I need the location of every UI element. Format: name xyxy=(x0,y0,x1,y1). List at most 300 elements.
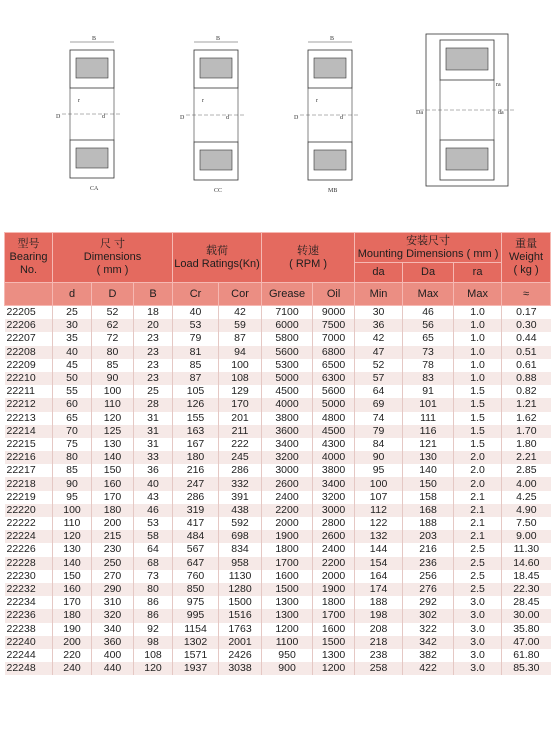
table-cell: 52 xyxy=(92,306,134,320)
table-cell: 1302 xyxy=(173,636,219,649)
table-cell: 1937 xyxy=(173,662,219,675)
dim-ra-label: ra xyxy=(496,82,501,88)
header-subcolumn: Cor xyxy=(219,283,262,306)
table-cell: 62 xyxy=(92,319,134,332)
table-row xyxy=(5,596,551,609)
table-cell: 3400 xyxy=(313,477,355,490)
header-subcolumn: Max xyxy=(454,283,502,306)
table-cell: 64 xyxy=(355,385,403,398)
bearing-number-cell: 22205 xyxy=(5,306,53,320)
table-cell: 61.80 xyxy=(502,649,551,662)
table-row xyxy=(5,517,551,530)
table-row xyxy=(5,491,551,504)
table-cell: 28 xyxy=(134,398,173,411)
table-cell: 18 xyxy=(134,306,173,320)
table-cell: 108 xyxy=(219,372,262,385)
table-cell: 3.0 xyxy=(454,636,502,649)
table-row xyxy=(5,464,551,477)
dim-b-label: B xyxy=(216,36,221,42)
table-cell: 80 xyxy=(92,346,134,359)
table-cell: 40 xyxy=(134,477,173,490)
table-cell: 240 xyxy=(53,662,92,675)
table-cell: 140 xyxy=(403,464,454,477)
table-cell: 2600 xyxy=(313,530,355,543)
table-cell: 4.25 xyxy=(502,491,551,504)
dim-d-inner-label: d xyxy=(102,114,105,120)
table-row xyxy=(5,451,551,464)
table-cell: 84 xyxy=(355,438,403,451)
bearing-drawings xyxy=(0,0,554,228)
table-cell: 2200 xyxy=(262,504,313,517)
table-cell: 46 xyxy=(403,306,454,320)
table-cell: 6800 xyxy=(313,346,355,359)
table-cell: 150 xyxy=(403,477,454,490)
table-cell: 3800 xyxy=(262,412,313,425)
table-cell: 45 xyxy=(53,359,92,372)
table-cell: 2.0 xyxy=(454,477,502,490)
table-cell: 245 xyxy=(219,451,262,464)
dim-d-inner-label: d xyxy=(226,115,229,121)
table-cell: 0.30 xyxy=(502,319,551,332)
table-cell: 1900 xyxy=(262,530,313,543)
dim-da-inner-label: da xyxy=(498,110,504,116)
bearing-number-cell: 22208 xyxy=(5,346,53,359)
bearing-number-cell: 22230 xyxy=(5,570,53,583)
bearing-number-cell: 22211 xyxy=(5,385,53,398)
table-cell: 360 xyxy=(92,636,134,649)
table-cell: 65 xyxy=(53,412,92,425)
table-cell: 0.51 xyxy=(502,346,551,359)
table-cell: 2.0 xyxy=(454,451,502,464)
table-cell: 216 xyxy=(403,543,454,556)
table-cell: 31 xyxy=(134,438,173,451)
table-cell: 1.62 xyxy=(502,412,551,425)
table-cell: 3800 xyxy=(313,464,355,477)
bearing-number-cell: 22216 xyxy=(5,451,53,464)
table-cell: 40 xyxy=(53,346,92,359)
table-cell: 215 xyxy=(92,530,134,543)
table-cell: 2.5 xyxy=(454,557,502,570)
table-cell: 760 xyxy=(173,570,219,583)
table-cell: 1763 xyxy=(219,623,262,636)
drawing-mb xyxy=(294,36,360,194)
table-cell: 42 xyxy=(355,332,403,345)
table-cell: 155 xyxy=(173,412,219,425)
bearing-number-cell: 22214 xyxy=(5,425,53,438)
table-cell: 57 xyxy=(355,372,403,385)
table-cell: 1200 xyxy=(262,623,313,636)
table-cell: 342 xyxy=(403,636,454,649)
table-cell: 1500 xyxy=(262,583,313,596)
table-cell: 3.0 xyxy=(454,623,502,636)
table-row xyxy=(5,583,551,596)
table-cell: 83 xyxy=(403,372,454,385)
table-cell: 222 xyxy=(219,438,262,451)
table-cell: 2800 xyxy=(313,517,355,530)
table-cell: 698 xyxy=(219,530,262,543)
table-cell: 30 xyxy=(53,319,92,332)
table-cell: 35.80 xyxy=(502,623,551,636)
table-cell: 18.45 xyxy=(502,570,551,583)
table-cell: 35 xyxy=(53,332,92,345)
table-cell: 58 xyxy=(134,530,173,543)
table-cell: 1200 xyxy=(313,662,355,675)
table-cell: 180 xyxy=(53,609,92,622)
header-subcolumn: D xyxy=(92,283,134,306)
table-cell: 5000 xyxy=(313,398,355,411)
table-cell: 320 xyxy=(92,609,134,622)
table-cell: 484 xyxy=(173,530,219,543)
bearing-number-cell: 22209 xyxy=(5,359,53,372)
table-cell: 0.61 xyxy=(502,359,551,372)
table-cell: 286 xyxy=(219,464,262,477)
table-cell: 132 xyxy=(355,530,403,543)
table-cell: 160 xyxy=(53,583,92,596)
table-cell: 190 xyxy=(53,623,92,636)
table-cell: 188 xyxy=(355,596,403,609)
table-cell: 100 xyxy=(53,504,92,517)
table-cell: 2426 xyxy=(219,649,262,662)
table-cell: 2200 xyxy=(313,557,355,570)
table-cell: 1.70 xyxy=(502,425,551,438)
table-cell: 72 xyxy=(92,332,134,345)
table-cell: 1300 xyxy=(262,609,313,622)
table-cell: 258 xyxy=(355,662,403,675)
table-cell: 95 xyxy=(53,491,92,504)
table-row xyxy=(5,649,551,662)
table-cell: 1.5 xyxy=(454,398,502,411)
table-cell: 3200 xyxy=(313,491,355,504)
table-cell: 1.5 xyxy=(454,385,502,398)
table-cell: 120 xyxy=(92,412,134,425)
table-cell: 247 xyxy=(173,477,219,490)
bearing-number-cell: 22217 xyxy=(5,464,53,477)
table-cell: 23 xyxy=(134,359,173,372)
drawing-mounting xyxy=(416,34,514,186)
table-cell: 3400 xyxy=(262,438,313,451)
table-cell: 22.30 xyxy=(502,583,551,596)
table-cell: 167 xyxy=(173,438,219,451)
bearing-specs-table xyxy=(4,232,551,675)
bearing-number-cell: 22212 xyxy=(5,398,53,411)
dim-d-outer-label: D xyxy=(294,115,299,121)
table-cell: 2.5 xyxy=(454,570,502,583)
bearing-number-cell: 22207 xyxy=(5,332,53,345)
table-cell: 9000 xyxy=(313,306,355,320)
table-cell: 2600 xyxy=(262,477,313,490)
table-cell: 43 xyxy=(134,491,173,504)
table-cell: 79 xyxy=(173,332,219,345)
table-cell: 3.0 xyxy=(454,662,502,675)
table-cell: 110 xyxy=(53,517,92,530)
table-cell: 59 xyxy=(219,319,262,332)
dim-b-label: B xyxy=(92,36,97,42)
drawing-label-mb: MB xyxy=(328,188,338,194)
table-cell: 5600 xyxy=(262,346,313,359)
table-cell: 46 xyxy=(134,504,173,517)
table-cell: 69 xyxy=(355,398,403,411)
table-cell: 1700 xyxy=(313,609,355,622)
table-cell: 150 xyxy=(53,570,92,583)
table-cell: 203 xyxy=(403,530,454,543)
bearing-number-cell: 22236 xyxy=(5,609,53,622)
table-cell: 1.5 xyxy=(454,412,502,425)
table-cell: 391 xyxy=(219,491,262,504)
table-cell: 218 xyxy=(355,636,403,649)
table-cell: 1.5 xyxy=(454,438,502,451)
table-cell: 200 xyxy=(92,517,134,530)
table-cell: 201 xyxy=(219,412,262,425)
table-cell: 68 xyxy=(134,557,173,570)
table-cell: 70 xyxy=(53,425,92,438)
table-cell: 170 xyxy=(219,398,262,411)
table-row xyxy=(5,543,551,556)
table-cell: 3200 xyxy=(262,451,313,464)
table-cell: 64 xyxy=(134,543,173,556)
table-cell: 65 xyxy=(403,332,454,345)
dim-d-outer-label: D xyxy=(180,115,185,121)
table-cell: 647 xyxy=(173,557,219,570)
table-cell: 900 xyxy=(262,662,313,675)
table-cell: 290 xyxy=(92,583,134,596)
table-cell: 23 xyxy=(134,332,173,345)
table-cell: 5600 xyxy=(313,385,355,398)
header-speed: 转速 ( RPM ) xyxy=(262,233,355,283)
table-cell: 1516 xyxy=(219,609,262,622)
table-row xyxy=(5,412,551,425)
table-cell: 286 xyxy=(173,491,219,504)
table-cell: 1600 xyxy=(262,570,313,583)
table-cell: 98 xyxy=(134,636,173,649)
table-cell: 4.00 xyxy=(502,477,551,490)
table-cell: 216 xyxy=(173,464,219,477)
table-cell: 100 xyxy=(92,385,134,398)
drawing-ca xyxy=(56,36,122,192)
table-cell: 180 xyxy=(92,504,134,517)
table-cell: 158 xyxy=(403,491,454,504)
table-cell: 100 xyxy=(219,359,262,372)
table-cell: 2.5 xyxy=(454,583,502,596)
table-cell: 112 xyxy=(355,504,403,517)
table-cell: 3.0 xyxy=(454,609,502,622)
table-cell: 2.1 xyxy=(454,504,502,517)
table-cell: 94 xyxy=(219,346,262,359)
table-cell: 7000 xyxy=(313,332,355,345)
table-cell: 122 xyxy=(355,517,403,530)
table-cell: 78 xyxy=(403,359,454,372)
table-cell: 5300 xyxy=(262,359,313,372)
table-cell: 60 xyxy=(53,398,92,411)
table-cell: 116 xyxy=(403,425,454,438)
table-cell: 230 xyxy=(92,543,134,556)
table-cell: 154 xyxy=(355,557,403,570)
table-cell: 0.44 xyxy=(502,332,551,345)
header-subcolumn: ≈ xyxy=(502,283,551,306)
bearing-number-cell: 22222 xyxy=(5,517,53,530)
table-cell: 4500 xyxy=(313,425,355,438)
table-cell: 36 xyxy=(134,464,173,477)
table-cell: 101 xyxy=(403,398,454,411)
table-cell: 111 xyxy=(403,412,454,425)
table-cell: 140 xyxy=(53,557,92,570)
table-cell: 80 xyxy=(53,451,92,464)
table-cell: 53 xyxy=(134,517,173,530)
table-cell: 1.0 xyxy=(454,332,502,345)
table-row xyxy=(5,372,551,385)
table-row xyxy=(5,359,551,372)
table-cell: 1.0 xyxy=(454,372,502,385)
drawing-label-ca: CA xyxy=(90,186,99,192)
table-cell: 170 xyxy=(53,596,92,609)
header-subcolumn: Max xyxy=(403,283,454,306)
table-cell: 3.0 xyxy=(454,649,502,662)
table-cell: 7500 xyxy=(313,319,355,332)
table-cell: 417 xyxy=(173,517,219,530)
dim-b-label: B xyxy=(330,36,335,42)
table-cell: 144 xyxy=(355,543,403,556)
table-cell: 438 xyxy=(219,504,262,517)
table-cell: 2.85 xyxy=(502,464,551,477)
bearing-number-cell: 22228 xyxy=(5,557,53,570)
table-cell: 25 xyxy=(53,306,92,320)
bearing-number-cell: 22220 xyxy=(5,504,53,517)
bearing-number-cell: 22215 xyxy=(5,438,53,451)
table-cell: 100 xyxy=(355,477,403,490)
table-cell: 1600 xyxy=(313,623,355,636)
header-units-row xyxy=(5,283,551,306)
bearing-number-cell: 22224 xyxy=(5,530,53,543)
table-cell: 322 xyxy=(403,623,454,636)
table-cell: 4800 xyxy=(313,412,355,425)
table-row xyxy=(5,332,551,345)
dim-r-label: r xyxy=(78,98,80,104)
header-mounting: 安装尺寸 Mounting Dimensions ( mm ) xyxy=(355,233,502,263)
table-cell: 1.21 xyxy=(502,398,551,411)
table-cell: 256 xyxy=(403,570,454,583)
dim-da-outer-label: Da xyxy=(416,110,423,116)
table-cell: 567 xyxy=(173,543,219,556)
table-cell: 1.0 xyxy=(454,306,502,320)
table-cell: 174 xyxy=(355,583,403,596)
header-subcolumn: Min xyxy=(355,283,403,306)
table-cell: 85 xyxy=(173,359,219,372)
table-cell: 5800 xyxy=(262,332,313,345)
table-cell: 52 xyxy=(355,359,403,372)
header-mount-ra: ra xyxy=(454,263,502,283)
table-cell: 400 xyxy=(92,649,134,662)
table-cell: 150 xyxy=(92,464,134,477)
bearing-number-cell: 22218 xyxy=(5,477,53,490)
table-cell: 75 xyxy=(53,438,92,451)
table-cell: 1900 xyxy=(313,583,355,596)
table-row xyxy=(5,623,551,636)
table-cell: 108 xyxy=(134,649,173,662)
table-cell: 31 xyxy=(134,425,173,438)
table-cell: 87 xyxy=(219,332,262,345)
table-cell: 2000 xyxy=(262,517,313,530)
table-row xyxy=(5,425,551,438)
table-row xyxy=(5,570,551,583)
table-cell: 2.0 xyxy=(454,464,502,477)
header-bearing-no: 型号 Bearing No. xyxy=(5,233,53,283)
header-mount-da: da xyxy=(355,263,403,283)
table-cell: 42 xyxy=(219,306,262,320)
bearing-number-cell: 22219 xyxy=(5,491,53,504)
table-cell: 2.1 xyxy=(454,491,502,504)
table-cell: 23 xyxy=(134,372,173,385)
table-cell: 0.88 xyxy=(502,372,551,385)
table-cell: 1.0 xyxy=(454,319,502,332)
table-cell: 1.5 xyxy=(454,425,502,438)
table-cell: 2001 xyxy=(219,636,262,649)
table-cell: 238 xyxy=(355,649,403,662)
bearing-number-cell: 22248 xyxy=(5,662,53,675)
table-cell: 6300 xyxy=(313,372,355,385)
table-cell: 188 xyxy=(403,517,454,530)
table-cell: 211 xyxy=(219,425,262,438)
table-cell: 91 xyxy=(403,385,454,398)
bearing-number-cell: 22234 xyxy=(5,596,53,609)
table-cell: 850 xyxy=(173,583,219,596)
table-cell: 4000 xyxy=(262,398,313,411)
table-row xyxy=(5,306,551,320)
drawing-label-cc: CC xyxy=(214,188,223,194)
table-cell: 90 xyxy=(92,372,134,385)
table-cell: 107 xyxy=(355,491,403,504)
table-cell: 31 xyxy=(134,412,173,425)
table-cell: 105 xyxy=(173,385,219,398)
table-row xyxy=(5,504,551,517)
bearing-number-cell: 22226 xyxy=(5,543,53,556)
table-cell: 86 xyxy=(134,609,173,622)
table-row xyxy=(5,346,551,359)
table-cell: 319 xyxy=(173,504,219,517)
table-cell: 422 xyxy=(403,662,454,675)
table-cell: 1130 xyxy=(219,570,262,583)
table-cell: 85 xyxy=(53,464,92,477)
table-cell: 2400 xyxy=(313,543,355,556)
table-cell: 20 xyxy=(134,319,173,332)
table-cell: 23 xyxy=(134,346,173,359)
table-cell: 50 xyxy=(53,372,92,385)
table-cell: 1500 xyxy=(219,596,262,609)
bearing-number-cell: 22213 xyxy=(5,412,53,425)
table-cell: 53 xyxy=(173,319,219,332)
table-cell: 86 xyxy=(134,596,173,609)
header-weight: 重量 Weight ( kg ) xyxy=(502,233,551,283)
header-subcolumn: Oil xyxy=(313,283,355,306)
table-cell: 90 xyxy=(355,451,403,464)
table-row xyxy=(5,477,551,490)
bearing-number-cell: 22232 xyxy=(5,583,53,596)
table-cell: 5000 xyxy=(262,372,313,385)
table-cell: 55 xyxy=(53,385,92,398)
table-cell: 9.00 xyxy=(502,530,551,543)
table-cell: 3000 xyxy=(262,464,313,477)
table-cell: 302 xyxy=(403,609,454,622)
table-cell: 1300 xyxy=(313,649,355,662)
table-cell: 834 xyxy=(219,543,262,556)
table-cell: 33 xyxy=(134,451,173,464)
table-row xyxy=(5,662,551,675)
bearing-number-cell: 22206 xyxy=(5,319,53,332)
table-cell: 208 xyxy=(355,623,403,636)
table-cell: 140 xyxy=(92,451,134,464)
table-cell: 130 xyxy=(53,543,92,556)
bearing-number-cell: 22238 xyxy=(5,623,53,636)
table-row xyxy=(5,319,551,332)
table-cell: 2.5 xyxy=(454,543,502,556)
